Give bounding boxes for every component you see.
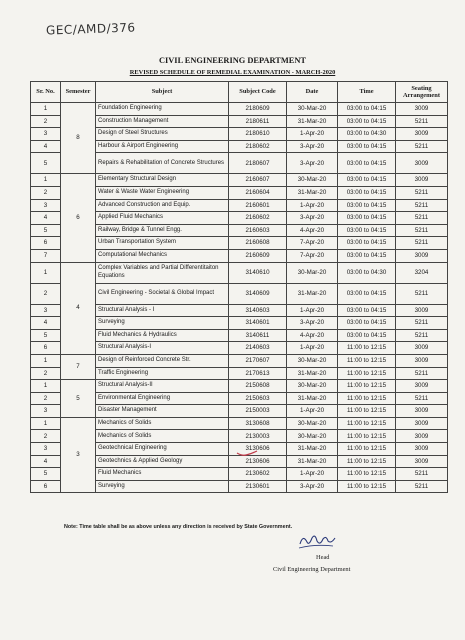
date-cell: 31-Mar-20 — [287, 283, 338, 304]
subject-cell: Elementary Structural Design — [96, 174, 229, 187]
subject-code-cell: 3140603 — [229, 304, 287, 317]
time-cell: 11:00 to 12:15 — [338, 443, 396, 456]
serial-number-cell: 6 — [31, 237, 61, 250]
subject-code-cell: 3140610 — [229, 262, 287, 283]
time-cell: 03:00 to 04:15 — [338, 224, 396, 237]
date-cell: 31-Mar-20 — [287, 186, 338, 199]
time-cell: 11:00 to 12:15 — [338, 405, 396, 418]
date-cell: 31-Mar-20 — [287, 367, 338, 380]
table-row — [31, 417, 448, 430]
semester-cell: 7 — [61, 354, 96, 379]
date-cell: 1-Apr-20 — [287, 468, 338, 481]
date-cell: 3-Apr-20 — [287, 140, 338, 153]
serial-number-cell: 1 — [31, 174, 61, 187]
seating-cell: 5211 — [396, 480, 448, 493]
subject-code-cell: 2130601 — [229, 480, 287, 493]
time-cell: 03:00 to 04:15 — [338, 249, 396, 262]
seating-cell: 3009 — [396, 455, 448, 468]
table-header-row — [31, 82, 448, 103]
date-cell: 31-Mar-20 — [287, 115, 338, 128]
subject-cell: Design of Reinforced Concrete Str. — [96, 354, 229, 367]
time-cell: 11:00 to 12:15 — [338, 380, 396, 393]
column-header: Subject Code — [229, 82, 287, 103]
serial-number-cell: 5 — [31, 468, 61, 481]
serial-number-cell: 2 — [31, 115, 61, 128]
subject-code-cell: 2140603 — [229, 342, 287, 355]
subject-cell: Repairs & Rehabilitation of Concrete Structures — [96, 153, 229, 174]
subject-code-cell: 3130606 — [229, 443, 287, 456]
seating-cell: 3009 — [396, 430, 448, 443]
serial-number-cell: 2 — [31, 283, 61, 304]
subject-cell: Mechanics of Solids — [96, 430, 229, 443]
date-cell: 1-Apr-20 — [287, 304, 338, 317]
subject-code-cell: 2160603 — [229, 224, 287, 237]
subject-code-cell: 2160604 — [229, 186, 287, 199]
time-cell: 03:00 to 04:15 — [338, 199, 396, 212]
time-cell: 03:00 to 04:15 — [338, 304, 396, 317]
column-header: Subject — [96, 82, 229, 103]
subject-code-cell: 2130003 — [229, 430, 287, 443]
serial-number-cell: 4 — [31, 455, 61, 468]
date-cell: 3-Apr-20 — [287, 480, 338, 493]
subject-code-cell: 2180609 — [229, 103, 287, 116]
column-header: Sr. No. — [31, 82, 61, 103]
column-header: Date — [287, 82, 338, 103]
date-cell: 30-Mar-20 — [287, 174, 338, 187]
column-header: Semester — [61, 82, 96, 103]
subject-cell: Fluid Mechanics — [96, 468, 229, 481]
subject-code-cell: 2130602 — [229, 468, 287, 481]
subject-cell: Surveying — [96, 480, 229, 493]
subject-cell: Water & Waste Water Engineering — [96, 186, 229, 199]
subject-cell: Applied Fluid Mechanics — [96, 212, 229, 225]
subject-cell: Structural Analysis-I — [96, 342, 229, 355]
seating-cell: 5211 — [396, 212, 448, 225]
seating-cell: 3204 — [396, 262, 448, 283]
subject-code-cell: 2150608 — [229, 380, 287, 393]
subject-code-cell: 3140601 — [229, 317, 287, 330]
time-cell: 03:00 to 04:15 — [338, 212, 396, 225]
semester-cell: 6 — [61, 174, 96, 262]
subject-code-cell: 2170613 — [229, 367, 287, 380]
date-cell: 3-Apr-20 — [287, 317, 338, 330]
time-cell: 03:00 to 04:15 — [338, 237, 396, 250]
serial-number-cell: 2 — [31, 430, 61, 443]
serial-number-cell: 1 — [31, 262, 61, 283]
time-cell: 11:00 to 12:15 — [338, 367, 396, 380]
seating-cell: 5211 — [396, 283, 448, 304]
date-cell: 4-Apr-20 — [287, 329, 338, 342]
subject-cell: Geotechnics & Applied Geology — [96, 455, 229, 468]
seating-cell: 5211 — [396, 468, 448, 481]
seating-cell: 3009 — [396, 249, 448, 262]
semester-cell: 4 — [61, 262, 96, 354]
subject-code-cell: 2160608 — [229, 237, 287, 250]
serial-number-cell: 5 — [31, 224, 61, 237]
serial-number-cell: 7 — [31, 249, 61, 262]
serial-number-cell: 3 — [31, 304, 61, 317]
subject-code-cell: 3140611 — [229, 329, 287, 342]
subject-code-cell: 2180602 — [229, 140, 287, 153]
time-cell: 03:00 to 04:30 — [338, 262, 396, 283]
subject-cell: Urban Transportation System — [96, 237, 229, 250]
serial-number-cell: 1 — [31, 417, 61, 430]
subject-code-cell: 2180607 — [229, 153, 287, 174]
subject-cell: Railway, Bridge & Tunnel Engg. — [96, 224, 229, 237]
semester-cell: 5 — [61, 380, 96, 418]
subject-cell: Construction Management — [96, 115, 229, 128]
time-cell: 03:00 to 04:15 — [338, 103, 396, 116]
signatory-department: Civil Engineering Department — [273, 566, 351, 573]
serial-number-cell: 5 — [31, 153, 61, 174]
table-row — [31, 262, 448, 283]
seating-cell: 3009 — [396, 174, 448, 187]
serial-number-cell: 1 — [31, 103, 61, 116]
serial-number-cell: 1 — [31, 354, 61, 367]
date-cell: 31-Mar-20 — [287, 443, 338, 456]
time-cell: 03:00 to 04:15 — [338, 283, 396, 304]
subject-code-cell: 2160601 — [229, 199, 287, 212]
seating-cell: 3009 — [396, 417, 448, 430]
subject-cell: Advanced Construction and Equip. — [96, 199, 229, 212]
time-cell: 03:00 to 04:15 — [338, 140, 396, 153]
time-cell: 11:00 to 12:15 — [338, 392, 396, 405]
subject-cell: Structural Analysis - I — [96, 304, 229, 317]
serial-number-cell: 2 — [31, 186, 61, 199]
date-cell: 30-Mar-20 — [287, 103, 338, 116]
serial-number-cell: 3 — [31, 128, 61, 141]
column-header: Time — [338, 82, 396, 103]
subject-cell: Geotechnical Engineering — [96, 443, 229, 456]
time-cell: 03:00 to 04:15 — [338, 115, 396, 128]
subject-code-cell: 2160607 — [229, 174, 287, 187]
time-cell: 03:00 to 04:15 — [338, 186, 396, 199]
seating-cell: 3009 — [396, 443, 448, 456]
seating-cell: 3009 — [396, 380, 448, 393]
seating-cell: 5211 — [396, 392, 448, 405]
serial-number-cell: 6 — [31, 480, 61, 493]
subject-cell: Computational Mechanics — [96, 249, 229, 262]
time-cell: 11:00 to 12:15 — [338, 468, 396, 481]
table-row — [31, 380, 448, 393]
subject-cell: Fluid Mechanics & Hydraulics — [96, 329, 229, 342]
date-cell: 31-Mar-20 — [287, 455, 338, 468]
subject-code-cell: 2170607 — [229, 354, 287, 367]
serial-number-cell: 2 — [31, 392, 61, 405]
serial-number-cell: 1 — [31, 380, 61, 393]
date-cell: 1-Apr-20 — [287, 128, 338, 141]
serial-number-cell: 3 — [31, 405, 61, 418]
seating-cell: 3009 — [396, 354, 448, 367]
seating-cell: 5211 — [396, 199, 448, 212]
seating-cell: 5211 — [396, 317, 448, 330]
subject-code-cell: 3140609 — [229, 283, 287, 304]
seating-cell: 3009 — [396, 103, 448, 116]
exam-schedule-table — [30, 81, 448, 493]
time-cell: 11:00 to 12:15 — [338, 354, 396, 367]
date-cell: 3-Apr-20 — [287, 153, 338, 174]
seating-cell: 5211 — [396, 329, 448, 342]
subject-cell: Harbour & Airport Engineering — [96, 140, 229, 153]
seating-cell: 3009 — [396, 405, 448, 418]
table-body — [31, 103, 448, 493]
department-title: CIVIL ENGINEERING DEPARTMENT — [158, 56, 307, 65]
date-cell: 1-Apr-20 — [287, 405, 338, 418]
handwritten-reference: GEC/AMD/376 — [45, 20, 136, 38]
seating-cell: 3009 — [396, 342, 448, 355]
subject-code-cell: 2160609 — [229, 249, 287, 262]
subject-cell: Complex Variables and Partial Differentitaiton Equations — [96, 262, 229, 283]
serial-number-cell: 3 — [31, 443, 61, 456]
seating-cell: 5211 — [396, 224, 448, 237]
time-cell: 11:00 to 12:15 — [338, 417, 396, 430]
subject-cell: Structural Analysis-II — [96, 380, 229, 393]
date-cell: 3-Apr-20 — [287, 212, 338, 225]
date-cell: 1-Apr-20 — [287, 199, 338, 212]
subject-code-cell: 2150603 — [229, 392, 287, 405]
schedule-subtitle: REVISED SCHEDULE OF REMEDIAL EXAMINATION - MARCH-2020 — [129, 69, 336, 76]
subject-code-cell: 2180610 — [229, 128, 287, 141]
serial-number-cell: 4 — [31, 317, 61, 330]
date-cell: 7-Apr-20 — [287, 249, 338, 262]
subject-cell: Foundation Engineering — [96, 103, 229, 116]
handwritten-tick-mark — [236, 450, 258, 458]
subject-cell: Design of Steel Structures — [96, 128, 229, 141]
time-cell: 03:00 to 04:15 — [338, 153, 396, 174]
subject-code-cell: 2160602 — [229, 212, 287, 225]
time-cell: 03:00 to 04:30 — [338, 128, 396, 141]
time-cell: 03:00 to 04:15 — [338, 174, 396, 187]
date-cell: 30-Mar-20 — [287, 354, 338, 367]
serial-number-cell: 2 — [31, 367, 61, 380]
serial-number-cell: 4 — [31, 212, 61, 225]
seating-cell: 3009 — [396, 304, 448, 317]
subject-cell: Disaster Management — [96, 405, 229, 418]
serial-number-cell: 4 — [31, 140, 61, 153]
note-text: Note: Time table shall be as above unless any direction is received by State Government. — [64, 524, 293, 530]
date-cell: 30-Mar-20 — [287, 430, 338, 443]
seating-cell: 3009 — [396, 128, 448, 141]
subject-code-cell: 2180611 — [229, 115, 287, 128]
date-cell: 4-Apr-20 — [287, 224, 338, 237]
time-cell: 11:00 to 12:15 — [338, 342, 396, 355]
date-cell: 30-Mar-20 — [287, 417, 338, 430]
time-cell: 03:00 to 04:15 — [338, 317, 396, 330]
subject-code-cell: 2130606 — [229, 455, 287, 468]
table-row — [31, 174, 448, 187]
subject-cell: Surveying — [96, 317, 229, 330]
subject-cell: Mechanics of Solids — [96, 417, 229, 430]
signature-mark — [297, 530, 337, 552]
time-cell: 03:00 to 04:15 — [338, 329, 396, 342]
date-cell: 30-Mar-20 — [287, 380, 338, 393]
date-cell: 31-Mar-20 — [287, 392, 338, 405]
date-cell: 7-Apr-20 — [287, 237, 338, 250]
seating-cell: 5211 — [396, 140, 448, 153]
table-row — [31, 103, 448, 116]
column-header: Seating Arrangement — [396, 82, 448, 103]
seating-cell: 3009 — [396, 153, 448, 174]
serial-number-cell: 3 — [31, 199, 61, 212]
time-cell: 11:00 to 12:15 — [338, 430, 396, 443]
date-cell: 30-Mar-20 — [287, 262, 338, 283]
semester-cell: 3 — [61, 417, 96, 493]
serial-number-cell: 6 — [31, 342, 61, 355]
subject-cell: Traffic Engineering — [96, 367, 229, 380]
seating-cell: 5211 — [396, 237, 448, 250]
seating-cell: 5211 — [396, 367, 448, 380]
subject-cell: Environmental Engineering — [96, 392, 229, 405]
subject-code-cell: 2150003 — [229, 405, 287, 418]
signatory-title: Head — [316, 554, 330, 561]
serial-number-cell: 5 — [31, 329, 61, 342]
subject-code-cell: 3130608 — [229, 417, 287, 430]
date-cell: 1-Apr-20 — [287, 342, 338, 355]
table-row — [31, 354, 448, 367]
time-cell: 11:00 to 12:15 — [338, 455, 396, 468]
subject-cell: Civil Engineering - Societal & Global Impact — [96, 283, 229, 304]
seating-cell: 5211 — [396, 186, 448, 199]
semester-cell: 8 — [61, 103, 96, 174]
time-cell: 11:00 to 12:15 — [338, 480, 396, 493]
seating-cell: 5211 — [396, 115, 448, 128]
